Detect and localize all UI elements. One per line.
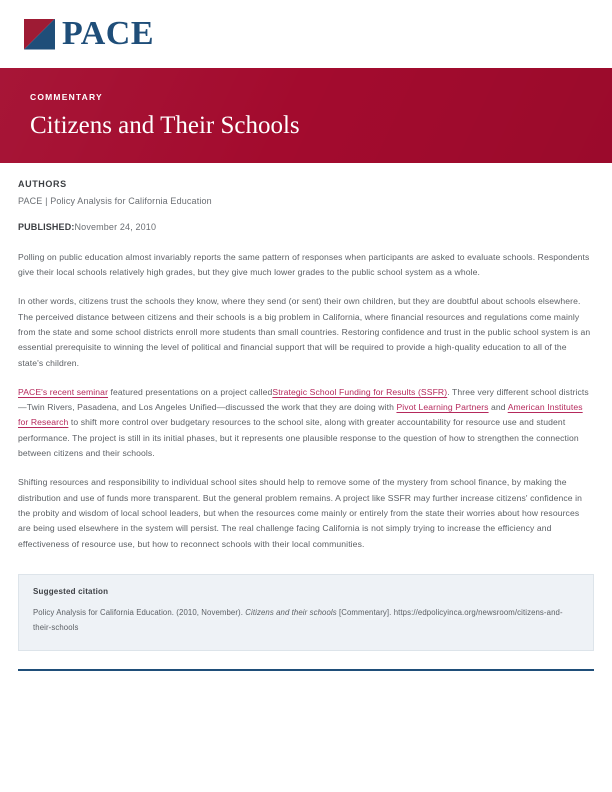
paragraph-4: Shifting resources and responsibility to individual school sites should help to remove some of the mystery from school finance, by making the distribution and use of funds more transparent. But the general problem remains. A project like SSFR may further increase citizens' confidence in the probity and wisdom of local school leaders, but when the resources come mainly or entirely from the state their worries about how resources are being used elsewhere in the system will persist. The real challenge facing California is not simply trying to increase the efficiency and effectiveness of resource use, but how to reconnect schools with their local communities.: [18, 477, 583, 549]
authors-value: PACE | Policy Analysis for California Education: [18, 195, 212, 206]
link-strategic-school-funding-for-results[interactable]: Strategic School Funding for Results (SSFR): [272, 386, 448, 397]
link-pace-recent-seminar[interactable]: PACE's recent seminar: [18, 386, 109, 397]
paragraph-2: In other words, citizens trust the schools they know, where they send (or sent) their own children, but they are doubtful about schools elsewhere. The perceived distance between citizens and their schools is a big problem in California, where financial resources and regulations come mainly from the state and some school districts enroll more students than small countries. Restoring confidence and trust in the public school system is an essential prerequisite to winning the level of political and financial support that will be required to provide a high-quality education to all of the state's children.: [18, 296, 591, 368]
citation-prefix: Policy Analysis for California Education. (2010, November).: [33, 607, 246, 617]
citation-suffix: [Commentary]. https://edpolicyinca.org/newsroom/citizens-and-their-schools: [33, 607, 563, 633]
link-pivot-learning-partners[interactable]: Pivot Learning Partners: [396, 402, 489, 413]
hero-banner: [0, 68, 612, 163]
article-body: [18, 250, 594, 552]
pace-logo[interactable]: [24, 17, 154, 51]
paragraph-1: Polling on public education almost invariably reports the same pattern of responses when participants are asked to evaluate schools. Respondents give their local schools relatively high grades, but they give much lower grades to the public school system as a whole.: [18, 251, 590, 278]
authors-label: AUTHORS: [18, 178, 67, 189]
page-title: Citizens and Their Schools: [30, 112, 300, 139]
article-content: [0, 163, 612, 651]
published-line: [18, 222, 594, 232]
published-date: November 24, 2010: [74, 221, 157, 232]
content-type-label: COMMENTARY: [30, 92, 103, 102]
pace-wordmark: PACE: [62, 15, 155, 52]
paragraph-3-segment-4: to shift more control over budgetary resources to the school site, along with greater accountability for resource use and student performance. The project is still in its initial phases, but it represents one plausible response to the question of how to strengthen the connection between citizens and their schools.: [18, 417, 579, 459]
paragraph-3: [18, 385, 594, 461]
suggested-citation-title: Suggested citation: [33, 586, 109, 596]
suggested-citation-box: [18, 574, 594, 651]
paragraph-3-segment-2: . Three very different school districts—Twin Rivers, Pasadena, and Los Angeles Unified—discussed the work that they are doing with: [18, 386, 589, 413]
site-header: [0, 0, 612, 68]
paragraph-3-segment-3: and: [488, 402, 508, 413]
article-metadata: [18, 163, 594, 232]
pace-logo-mark-icon: [24, 19, 55, 50]
published-label: PUBLISHED:: [18, 221, 75, 232]
footer-divider: [18, 669, 594, 671]
paragraph-3-segment-1: featured presentations on a project called: [108, 386, 273, 397]
citation-work-title: Citizens and their schools: [245, 607, 337, 617]
link-american-institutes-for-research[interactable]: American Institutes for Research: [18, 402, 583, 428]
suggested-citation-text: [33, 605, 579, 636]
